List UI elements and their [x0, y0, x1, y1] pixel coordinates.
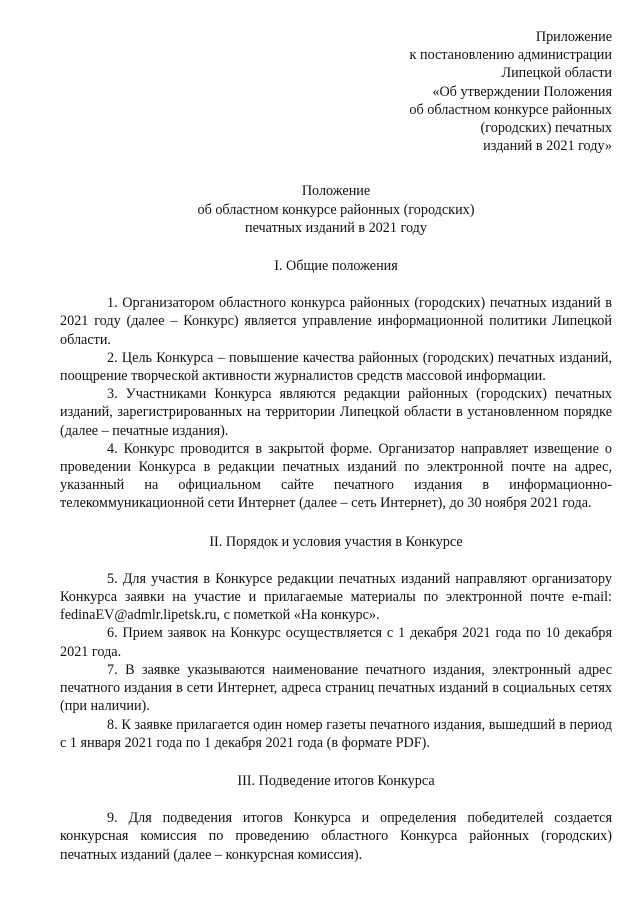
- section-participation: [60, 533, 612, 752]
- appendix-line: к постановлению администрации: [409, 47, 612, 64]
- appendix-line: (городских) печатных: [480, 120, 612, 137]
- title-line: печатных изданий в 2021 году: [245, 219, 427, 236]
- document-title: [60, 182, 612, 237]
- paragraph-6: 6. Прием заявок на Конкурс осуществляется с 1 декабря 2021 года по 10 декабря 2021 года.: [60, 625, 612, 660]
- paragraph-7: 7. В заявке указываются наименование печатного издания, электронный адрес печатного издания в сети Интернет, адреса страниц печатных изданий в социальных сетях (при наличии).: [60, 661, 612, 715]
- section-heading: II. Порядок и условия участия в Конкурсе: [209, 533, 463, 550]
- appendix-line: изданий в 2021 году»: [483, 138, 612, 155]
- paragraph-1: 1. Организатором областного конкурса районных (городских) печатных изданий в 2021 году (далее – Конкурс) является управление информационной политики Липецкой области.: [60, 295, 612, 348]
- section-results: [60, 772, 612, 864]
- paragraph-5: 5. Для участия в Конкурсе редакции печатных изданий направляют организатору Конкурса заявки на участие и прилагаемые материалы по электронной почте e-mail: fedinaEV@admlr.lipetsk.ru, с пометкой «На конкурс».: [60, 570, 612, 624]
- title-line: Положение: [301, 183, 371, 200]
- appendix-header: [60, 28, 612, 155]
- paragraph-4: 4. Конкурс проводится в закрытой форме. Организатор направляет извещение о проведении Конкурса в редакции печатных изданий по электронной почте на адрес, указанный на официальном сайте печатного издания в информационно-телекоммуникационной сети Интернет (далее – сеть Интернет), до 30 ноября 2021 года.: [60, 440, 612, 512]
- appendix-line: об областном конкурсе районных: [409, 101, 612, 118]
- paragraph-9: 9. Для подведения итогов Конкурса и определения победителей создается конкурсная комиссия по проведению областного Конкурса районных (городских) печатных изданий (далее – конкурсная комиссия).: [60, 810, 612, 863]
- paragraph-3: 3. Участниками Конкурса являются редакции районных (городских) печатных изданий, зарегистрированных на территории Липецкой области в установленном порядке (далее – печатные издания).: [60, 386, 612, 439]
- appendix-line: Липецкой области: [501, 65, 612, 82]
- appendix-line: Приложение: [535, 29, 612, 45]
- section-heading: III. Подведение итогов Конкурса: [237, 772, 435, 789]
- title-line: об областном конкурсе районных (городских): [197, 201, 475, 218]
- appendix-line: «Об утверждении Положения: [432, 83, 612, 100]
- section-heading: I. Общие положения: [274, 258, 398, 275]
- document-page: [60, 28, 612, 864]
- paragraph-2: 2. Цель Конкурса – повышение качества районных (городских) печатных изданий, поощрение творческой активности журналистов средств массовой информации.: [60, 349, 612, 385]
- section-general: [60, 257, 612, 513]
- paragraph-8: 8. К заявке прилагается один номер газеты печатного издания, вышедший в период с 1 января 2021 года по 1 декабря 2021 года (в формате PDF).: [60, 716, 612, 751]
